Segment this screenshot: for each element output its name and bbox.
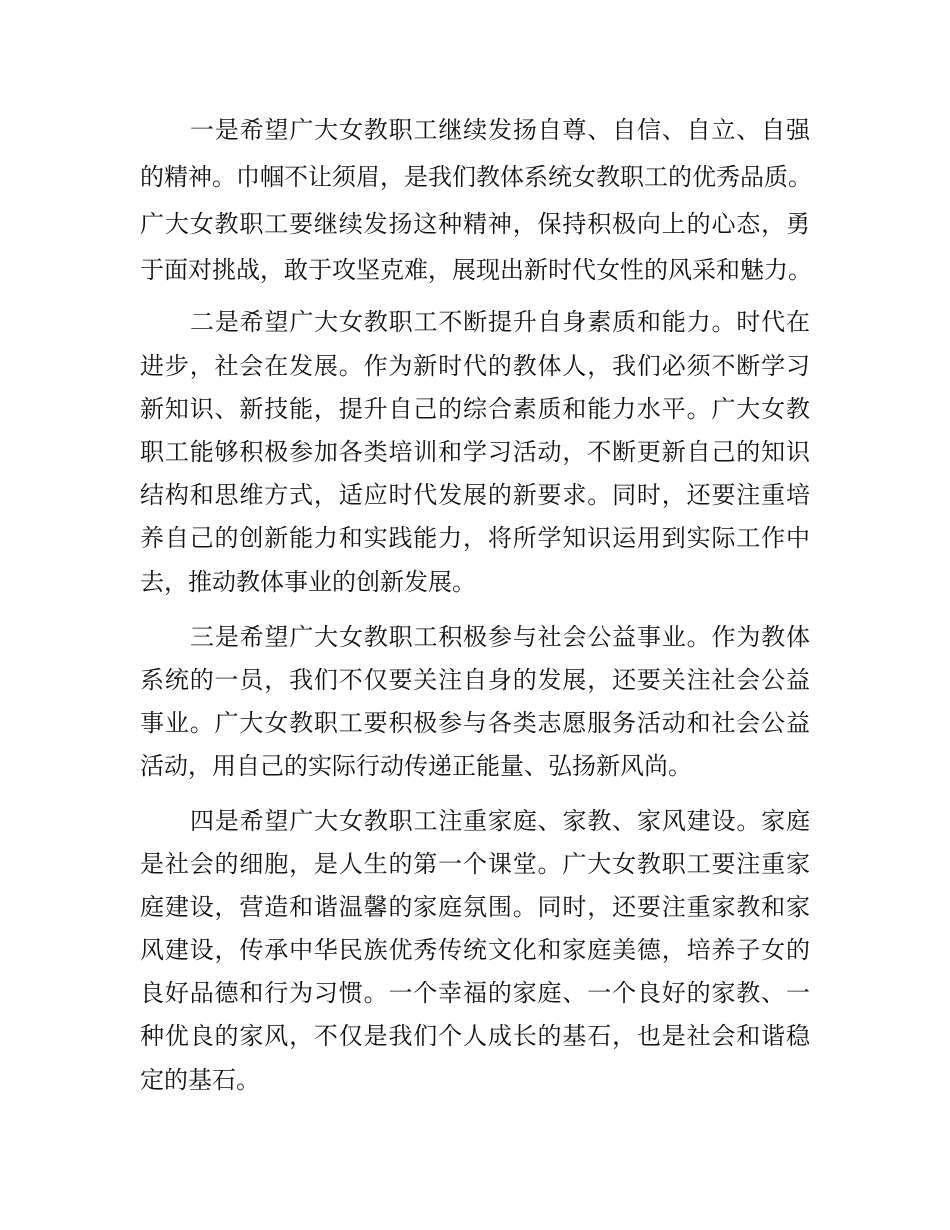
text-line: 的精神。巾帼不让须眉，是我们教体系统女教职工的优秀品质。 (140, 163, 812, 191)
text-line: 养自己的创新能力和实践能力，将所学知识运用到实际工作中 (140, 524, 810, 552)
text-line: 三是希望广大女教职工积极参与社会公益事业。作为教体 (190, 623, 810, 651)
text-line: 新知识、新技能，提升自己的综合素质和能力水平。广大女教 (140, 395, 810, 423)
text-line: 进步，社会在发展。作为新时代的教体人，我们必须不断学习 (140, 352, 810, 380)
text-line: 是社会的细胞，是人生的第一个课堂。广大女教职工要注重家 (140, 850, 810, 878)
text-line: 庭建设，营造和谐温馨的家庭氛围。同时，还要注重家教和家 (140, 893, 810, 921)
text-line: 职工能够积极参加各类培训和学习活动，不断更新自己的知识 (140, 438, 810, 466)
text-line: 活动，用自己的实际行动传递正能量、弘扬新风尚。 (140, 752, 692, 780)
text-line: 广大女教职工要继续发扬这种精神，保持积极向上的心态，勇 (140, 210, 810, 238)
text-line: 结构和思维方式，适应时代发展的新要求。同时，还要注重培 (140, 481, 810, 509)
text-line: 一是希望广大女教职工继续发扬自尊、自信、自立、自强 (190, 116, 810, 144)
text-line: 事业。广大女教职工要积极参与各类志愿服务活动和社会公益 (140, 709, 810, 737)
text-line: 系统的一员，我们不仅要关注自身的发展，还要关注社会公益 (140, 666, 810, 694)
text-line: 种优良的家风，不仅是我们个人成长的基石，也是社会和谐稳 (140, 1022, 810, 1050)
text-line: 于面对挑战，敢于攻坚克难，展现出新时代女性的风采和魅力。 (140, 256, 812, 284)
text-line: 去，推动教体事业的创新发展。 (140, 568, 476, 596)
text-line: 风建设，传承中华民族优秀传统文化和家庭美德，培养子女的 (140, 936, 810, 964)
text-line: 定的基石。 (140, 1066, 260, 1094)
text-line: 良好品德和行为习惯。一个幸福的家庭、一个良好的家教、一 (140, 979, 810, 1007)
text-line: 二是希望广大女教职工不断提升自身素质和能力。时代在 (190, 308, 810, 336)
text-line: 四是希望广大女教职工注重家庭、家教、家风建设。家庭 (190, 807, 810, 835)
